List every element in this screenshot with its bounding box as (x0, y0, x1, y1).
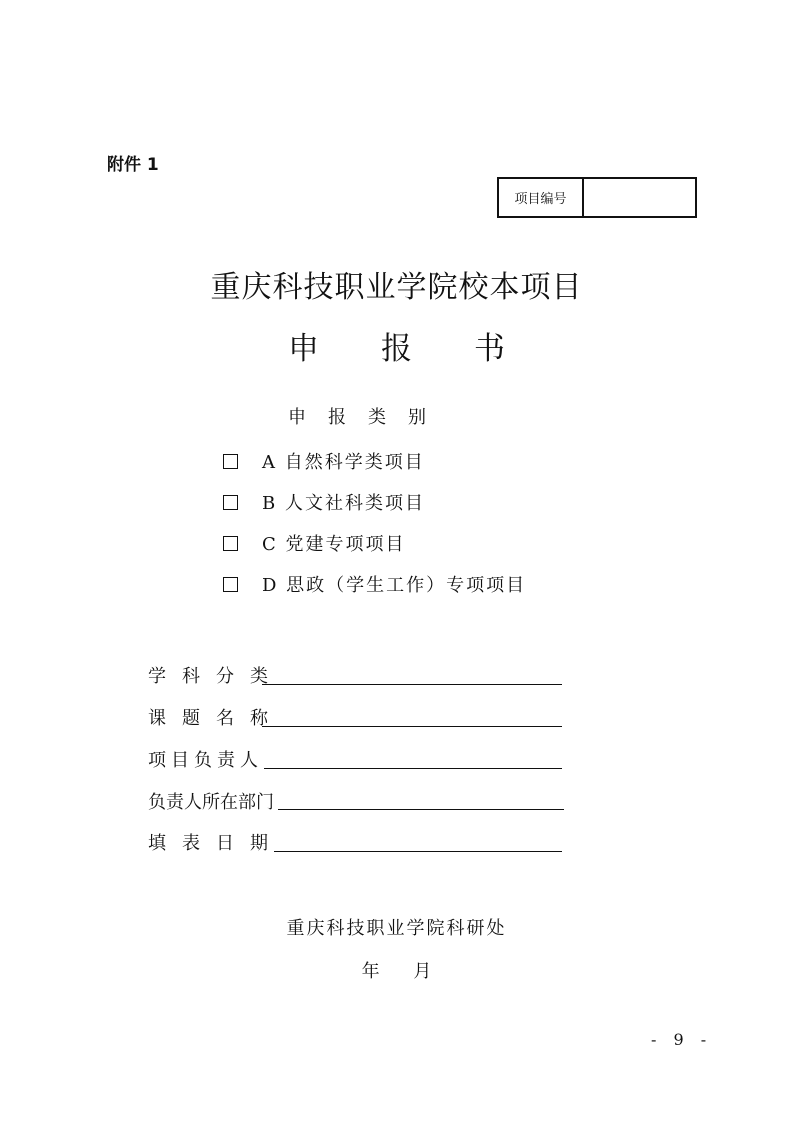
category-option-label: C 党建专项项目 (262, 534, 406, 555)
field-label-discipline: 学科分类 (148, 666, 284, 687)
department-input-line[interactable] (278, 809, 564, 810)
category-option-label: B 人文社科类项目 (262, 493, 425, 514)
checkbox[interactable] (223, 536, 238, 551)
field-label-topic: 课题名称 (148, 708, 284, 729)
field-label-fill-date: 填表日期 (148, 833, 284, 854)
category-heading: 申报类别 (288, 407, 448, 428)
field-label-department: 负责人所在部门 (148, 792, 274, 813)
project-number-field[interactable] (584, 179, 695, 216)
category-option-a (223, 448, 425, 474)
category-option-d (223, 571, 526, 597)
page-number: - 9 - (651, 1030, 713, 1049)
leader-input-line[interactable] (264, 768, 562, 769)
project-number-box (497, 177, 697, 218)
project-number-label: 项目编号 (499, 179, 584, 216)
field-label-leader: 项目负责人 (148, 750, 263, 771)
document-subtitle: 申报书 (288, 331, 567, 367)
discipline-input-line[interactable] (262, 684, 562, 685)
organization-name: 重庆科技职业学院科研处 (286, 918, 507, 939)
category-option-b (223, 489, 425, 515)
topic-input-line[interactable] (262, 726, 562, 727)
checkbox[interactable] (223, 495, 238, 510)
category-option-label: D 思政（学生工作）专项项目 (262, 575, 527, 596)
category-option-label: A 自然科学类项目 (262, 452, 425, 473)
category-option-c (223, 530, 406, 556)
date-line: 年 月 (361, 961, 432, 982)
document-title: 重庆科技职业学院校本项目 (210, 270, 583, 305)
fill-date-input-line[interactable] (274, 851, 562, 852)
attachment-label: 附件 1 (107, 155, 159, 175)
checkbox[interactable] (223, 577, 238, 592)
checkbox[interactable] (223, 454, 238, 469)
